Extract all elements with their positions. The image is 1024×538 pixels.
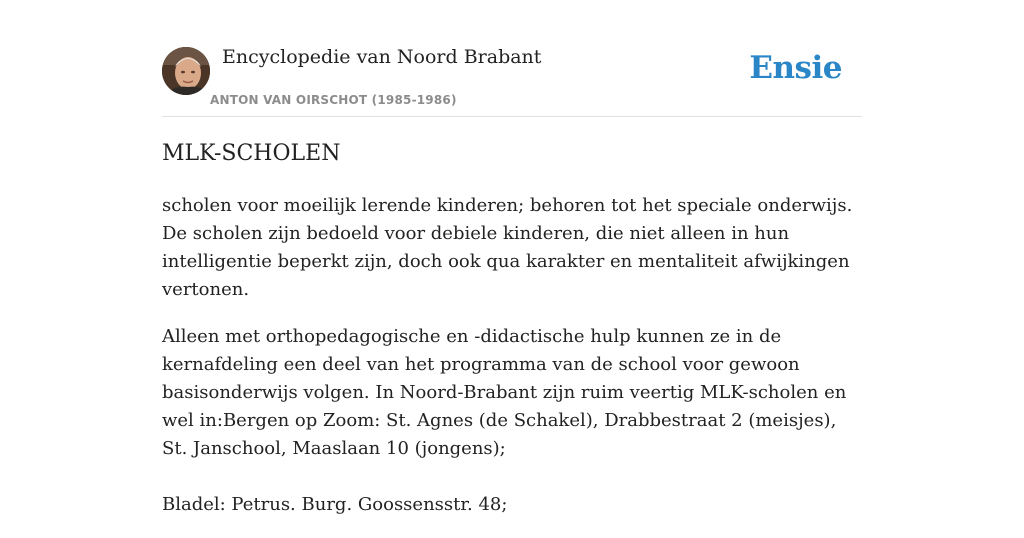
article-paragraph: scholen voor moeilijk lerende kinderen; behoren tot het speciale onderwijs. De scholen zijn bedoeld voor debiele kinderen, die niet alleen in hun intelligentie beperkt zijn, doch ook qua karakter en mentaliteit afwijkingen vertonen. — [162, 195, 853, 300]
page — [162, 0, 862, 515]
article-paragraph: Bladel: Petrus. Burg. Goossensstr. 48; — [162, 494, 508, 515]
author-name[interactable]: ANTON VAN OIRSCHOT (1985-1986) — [210, 93, 457, 107]
encyclopedia-title[interactable]: Encyclopedie van Noord Brabant — [222, 46, 542, 68]
ensie-logo[interactable]: Ensie — [749, 50, 842, 86]
article-paragraph: Alleen met orthopedagogische en -didactische hulp kunnen ze in de kernafdeling een deel van het programma van de school voor gewoon basisonderwijs volgen. In Noord-Brabant zijn ruim veertig MLK-scholen en wel in:Bergen op Zoom: St. Agnes (de Schakel), Drabbestraat 2 (meisjes), St. Janschool, Maaslaan 10 (jongens); — [162, 326, 847, 459]
author-portrait-icon[interactable] — [162, 47, 210, 95]
header — [162, 0, 862, 117]
article-title: MLK-SCHOLEN — [162, 141, 341, 166]
article-body — [162, 192, 864, 538]
